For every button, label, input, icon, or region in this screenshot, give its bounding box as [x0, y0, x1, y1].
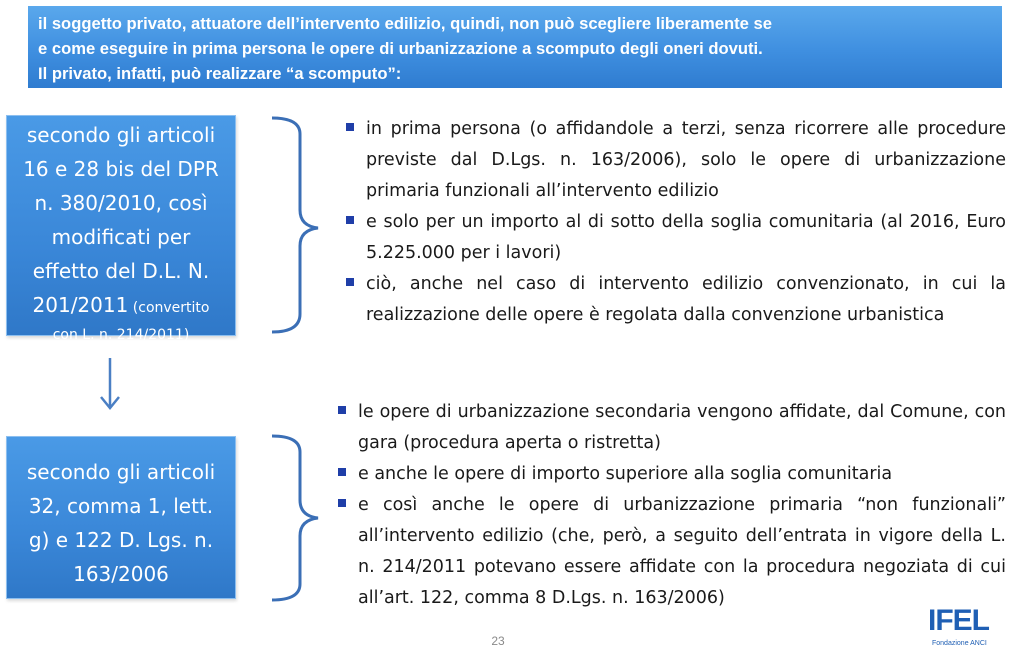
list-item-text: e solo per un importo al di sotto della soglia comunitaria (al 2016, Euro 5.225.000 per i lavori) [366, 212, 1006, 263]
square-bullet-icon [338, 406, 346, 414]
box1-line: effetto del D.L. N. [32, 259, 210, 283]
header-line-2: e come eseguire in prima persona le opere di urbanizzazione a scomputo degli oneri dovuti. [38, 39, 763, 58]
list-item-text: in prima persona (o affidandole a terzi, senza ricorrere alle procedure previste dal D.Lgs. n. 163/2006), solo le opere di urbanizzazione primaria funzionali all’intervento edilizio [366, 119, 1006, 201]
box2-line: g) e 122 D. Lgs. n. [28, 528, 214, 552]
square-bullet-icon [338, 499, 346, 507]
list-item-text: e anche le opere di importo superiore alla soglia comunitaria [358, 464, 893, 484]
list-item-text: ciò, anche nel caso di intervento edilizio convenzionato, in cui la realizzazione delle opere è regolata dalla convenzione urbanistica [366, 274, 1006, 325]
list-item [346, 269, 1006, 331]
box2-line: secondo gli articoli [26, 460, 216, 484]
header-line-3: Il privato, infatti, può realizzare “a scomputo”: [38, 64, 402, 83]
header-line-1: il soggetto privato, attuatore dell’intervento edilizio, quindi, non può scegliere liberamente se [38, 14, 772, 33]
bracket-2 [272, 436, 318, 600]
box2-line: 163/2006 [73, 562, 169, 586]
list-item [346, 114, 1006, 207]
box1-line: 16 e 28 bis del DPR [23, 157, 219, 181]
box1-line: secondo gli articoli [26, 123, 216, 147]
list-item [346, 207, 1006, 269]
box1-line-6-main: 201/2011 [32, 293, 129, 317]
down-arrow-icon [101, 358, 119, 408]
list-item-text: e così anche le opere di urbanizzazione primaria “non funzionali” all’intervento edilizio (che, però, a seguito dell’entrata in vigore della L. n. 214/2011 potevano essere affidate con la procedura negoziata di cui all’art. 122, comma 8 D.Lgs. n. 163/2006) [358, 495, 1006, 608]
box1-line: modificati per [51, 225, 191, 249]
list-item [338, 490, 1006, 614]
list-item [338, 397, 1006, 459]
box1-line-6-small: (convertito [128, 300, 210, 316]
logo-text: IFEL [928, 604, 989, 637]
logo-subtitle: Fondazione ANCI [932, 640, 987, 647]
list-item-text: le opere di urbanizzazione secondaria vengono affidate, dal Comune, con gara (procedura aperta o ristretta) [358, 402, 1006, 453]
square-bullet-icon [338, 468, 346, 476]
square-bullet-icon [346, 278, 354, 286]
list-item [338, 459, 1006, 490]
page-number: 23 [491, 634, 505, 648]
bracket-1 [272, 118, 318, 332]
box1-line-7: con L. n. 214/2011) [52, 327, 190, 343]
bullet-list-2 [338, 397, 1006, 614]
bullet-list-1 [346, 114, 1006, 331]
box1-line: n. 380/2010, così [34, 191, 208, 215]
box2-line: 32, comma 1, lett. [28, 494, 214, 518]
square-bullet-icon [346, 123, 354, 131]
ifel-logo [926, 602, 989, 656]
square-bullet-icon [346, 216, 354, 224]
